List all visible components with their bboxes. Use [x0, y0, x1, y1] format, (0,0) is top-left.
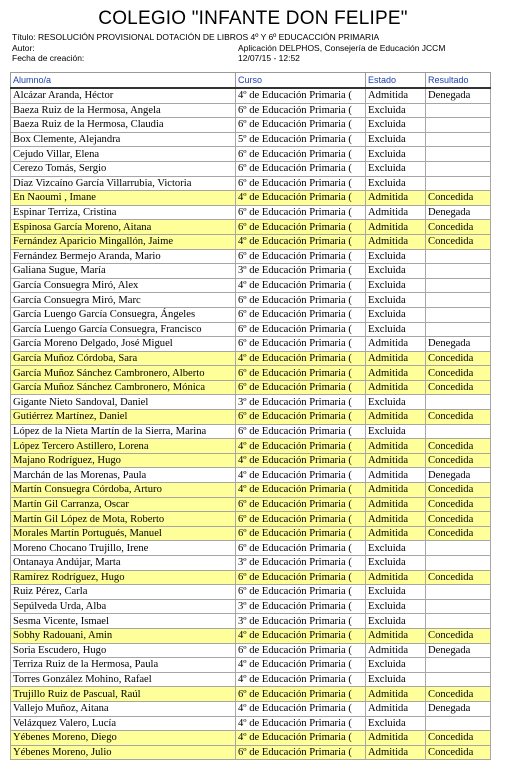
cell-resultado: [426, 322, 491, 337]
table-row: [11, 220, 491, 235]
cell-curso: 4º de Educación Primaria (: [236, 468, 366, 483]
cell-alumno: Soria Escudero, Hugo: [11, 643, 236, 658]
cell-alumno: Gigante Nieto Sandoval, Daniel: [11, 395, 236, 410]
cell-curso: 3º de Educación Primaria (: [236, 614, 366, 629]
table-row: [11, 293, 491, 308]
cell-curso: 5º de Educación Primaria (: [236, 132, 366, 147]
cell-estado: Excluida: [366, 658, 426, 673]
cell-curso: 6º de Educación Primaria (: [236, 410, 366, 425]
cell-estado: Admitida: [366, 191, 426, 206]
cell-resultado: Concedida: [426, 570, 491, 585]
cell-curso: 6º de Educación Primaria (: [236, 526, 366, 541]
cell-curso: 6º de Educación Primaria (: [236, 249, 366, 264]
cell-resultado: Denegada: [426, 337, 491, 352]
cell-estado: Admitida: [366, 220, 426, 235]
cell-estado: Excluida: [366, 118, 426, 133]
cell-alumno: Velázquez Valero, Lucía: [11, 716, 236, 731]
cell-resultado: Concedida: [426, 483, 491, 498]
meta-fecha-value: 12/07/15 - 12:52: [238, 53, 300, 63]
cell-resultado: [426, 161, 491, 176]
cell-curso: 4º de Educación Primaria (: [236, 234, 366, 249]
cell-estado: Admitida: [366, 483, 426, 498]
cell-alumno: Baeza Ruiz de la Hermosa, Angela: [11, 103, 236, 118]
cell-estado: Excluida: [366, 395, 426, 410]
cell-alumno: Vallejo Muñoz, Aitana: [11, 701, 236, 716]
cell-estado: Excluida: [366, 161, 426, 176]
table-row: [11, 672, 491, 687]
cell-curso: 6º de Educación Primaria (: [236, 103, 366, 118]
cell-alumno: López Tercero Astillero, Lorena: [11, 439, 236, 454]
cell-estado: Admitida: [366, 745, 426, 760]
cell-resultado: [426, 103, 491, 118]
cell-curso: 4º de Educación Primaria (: [236, 628, 366, 643]
cell-curso: 6º de Educación Primaria (: [236, 541, 366, 556]
cell-alumno: García Muñoz Sánchez Cambronero, Alberto: [11, 366, 236, 381]
cell-estado: Admitida: [366, 701, 426, 716]
meta-autor-label: Autor:: [12, 43, 35, 53]
results-table: [10, 72, 491, 760]
table-header-row: [11, 73, 491, 89]
cell-estado: Admitida: [366, 526, 426, 541]
cell-estado: Admitida: [366, 687, 426, 702]
cell-curso: 6º de Educación Primaria (: [236, 687, 366, 702]
table-row: [11, 395, 491, 410]
cell-alumno: Marchán de las Morenas, Paula: [11, 468, 236, 483]
header-alumno: Alumno/a: [11, 73, 236, 89]
table-row: [11, 628, 491, 643]
table-row: [11, 351, 491, 366]
cell-estado: Excluida: [366, 249, 426, 264]
cell-alumno: Cejudo Villar, Elena: [11, 147, 236, 162]
cell-alumno: García Moreno Delgado, José Miguel: [11, 337, 236, 352]
cell-resultado: Concedida: [426, 628, 491, 643]
cell-resultado: [426, 599, 491, 614]
cell-resultado: Concedida: [426, 220, 491, 235]
cell-resultado: Denegada: [426, 468, 491, 483]
table-row: [11, 716, 491, 731]
table-row: [11, 745, 491, 760]
cell-curso: 6º de Educación Primaria (: [236, 161, 366, 176]
cell-curso: 4º de Educación Primaria (: [236, 88, 366, 103]
cell-alumno: Baeza Ruiz de la Hermosa, Claudia: [11, 118, 236, 133]
cell-curso: 6º de Educación Primaria (: [236, 205, 366, 220]
cell-resultado: [426, 264, 491, 279]
cell-estado: Admitida: [366, 351, 426, 366]
table-row: [11, 249, 491, 264]
cell-curso: 6º de Educación Primaria (: [236, 307, 366, 322]
cell-estado: Admitida: [366, 234, 426, 249]
cell-resultado: Denegada: [426, 205, 491, 220]
cell-alumno: García Muñoz Sánchez Cambronero, Mónica: [11, 380, 236, 395]
cell-alumno: Terriza Ruiz de la Hermosa, Paula: [11, 658, 236, 673]
cell-alumno: Alcázar Aranda, Héctor: [11, 88, 236, 103]
table-row: [11, 103, 491, 118]
cell-estado: Excluida: [366, 556, 426, 571]
cell-curso: 6º de Educación Primaria (: [236, 643, 366, 658]
cell-estado: Admitida: [366, 570, 426, 585]
table-row: [11, 161, 491, 176]
cell-curso: 6º de Educación Primaria (: [236, 585, 366, 600]
table-row: [11, 118, 491, 133]
table-row: [11, 468, 491, 483]
cell-resultado: Concedida: [426, 453, 491, 468]
cell-resultado: [426, 716, 491, 731]
cell-estado: Admitida: [366, 366, 426, 381]
cell-estado: Excluida: [366, 264, 426, 279]
cell-alumno: Díaz Vizcaíno García Villarrubia, Victoria: [11, 176, 236, 191]
cell-alumno: Torres González Mohino, Rafael: [11, 672, 236, 687]
cell-estado: Admitida: [366, 453, 426, 468]
cell-estado: Excluida: [366, 307, 426, 322]
table-row: [11, 322, 491, 337]
cell-estado: Admitida: [366, 410, 426, 425]
cell-estado: Excluida: [366, 716, 426, 731]
header-curso: Curso: [236, 73, 366, 89]
cell-resultado: Denegada: [426, 88, 491, 103]
cell-resultado: Concedida: [426, 351, 491, 366]
table-row: [11, 541, 491, 556]
table-row: [11, 570, 491, 585]
cell-curso: 3º de Educación Primaria (: [236, 264, 366, 279]
cell-alumno: Box Clemente, Alejandra: [11, 132, 236, 147]
cell-estado: Excluida: [366, 147, 426, 162]
cell-resultado: [426, 118, 491, 133]
cell-estado: Excluida: [366, 599, 426, 614]
cell-estado: Admitida: [366, 439, 426, 454]
header-resultado: Resultado: [426, 73, 491, 89]
cell-estado: Admitida: [366, 380, 426, 395]
header-estado: Estado: [366, 73, 426, 89]
cell-curso: 4º de Educación Primaria (: [236, 278, 366, 293]
table-row: [11, 687, 491, 702]
cell-resultado: Concedida: [426, 366, 491, 381]
cell-estado: Excluida: [366, 424, 426, 439]
cell-resultado: Concedida: [426, 380, 491, 395]
table-row: [11, 278, 491, 293]
cell-resultado: [426, 176, 491, 191]
cell-estado: Admitida: [366, 512, 426, 527]
cell-estado: Excluida: [366, 541, 426, 556]
cell-alumno: Moreno Chocano Trujillo, Irene: [11, 541, 236, 556]
table-row: [11, 410, 491, 425]
cell-resultado: [426, 585, 491, 600]
cell-alumno: Sepúlveda Urda, Alba: [11, 599, 236, 614]
cell-resultado: [426, 293, 491, 308]
cell-alumno: Espinosa García Moreno, Aitana: [11, 220, 236, 235]
cell-curso: 4º de Educación Primaria (: [236, 672, 366, 687]
cell-alumno: Gutiérrez Martínez, Daniel: [11, 410, 236, 425]
cell-resultado: Concedida: [426, 745, 491, 760]
cell-curso: 6º de Educación Primaria (: [236, 512, 366, 527]
cell-alumno: Martín Gil López de Mota, Roberto: [11, 512, 236, 527]
cell-alumno: Ruiz Pérez, Carla: [11, 585, 236, 600]
cell-resultado: Denegada: [426, 701, 491, 716]
table-row: [11, 337, 491, 352]
cell-curso: 3º de Educación Primaria (: [236, 556, 366, 571]
table-row: [11, 366, 491, 381]
cell-alumno: Martín Consuegra Córdoba, Arturo: [11, 483, 236, 498]
cell-alumno: Espinar Terriza, Cristina: [11, 205, 236, 220]
cell-curso: 6º de Educación Primaria (: [236, 118, 366, 133]
table-row: [11, 439, 491, 454]
cell-alumno: Ontanaya Andújar, Marta: [11, 556, 236, 571]
cell-curso: 6º de Educación Primaria (: [236, 366, 366, 381]
cell-curso: 6º de Educación Primaria (: [236, 337, 366, 352]
meta-titulo: Título: RESOLUCIÓN PROVISIONAL DOTACIÓN DE LIBROS 4º Y 6º EDUCACCIÓN PRIMARIA: [12, 32, 380, 42]
cell-estado: Excluida: [366, 278, 426, 293]
cell-alumno: Trujillo Ruiz de Pascual, Raúl: [11, 687, 236, 702]
cell-alumno: Yébenes Moreno, Diego: [11, 731, 236, 746]
cell-estado: Excluida: [366, 322, 426, 337]
table-row: [11, 658, 491, 673]
cell-estado: Excluida: [366, 176, 426, 191]
cell-alumno: Martín Gil Carranza, Oscar: [11, 497, 236, 512]
cell-alumno: Majano Rodríguez, Hugo: [11, 453, 236, 468]
table-row: [11, 307, 491, 322]
table-row: [11, 497, 491, 512]
cell-estado: Admitida: [366, 628, 426, 643]
table-row: [11, 424, 491, 439]
cell-resultado: Denegada: [426, 643, 491, 658]
cell-estado: Admitida: [366, 643, 426, 658]
cell-curso: 6º de Educación Primaria (: [236, 176, 366, 191]
cell-resultado: Concedida: [426, 687, 491, 702]
cell-estado: Excluida: [366, 672, 426, 687]
cell-estado: Excluida: [366, 614, 426, 629]
table-row: [11, 614, 491, 629]
cell-alumno: Sobhy Radouani, Amin: [11, 628, 236, 643]
cell-curso: 4º de Educación Primaria (: [236, 439, 366, 454]
cell-curso: 6º de Educación Primaria (: [236, 147, 366, 162]
cell-resultado: Concedida: [426, 191, 491, 206]
cell-alumno: García Consuegra Miró, Marc: [11, 293, 236, 308]
table-row: [11, 599, 491, 614]
cell-curso: 4º de Educación Primaria (: [236, 716, 366, 731]
cell-resultado: [426, 147, 491, 162]
table-row: [11, 191, 491, 206]
cell-curso: 6º de Educación Primaria (: [236, 570, 366, 585]
table-row: [11, 132, 491, 147]
cell-curso: 6º de Educación Primaria (: [236, 380, 366, 395]
cell-resultado: [426, 395, 491, 410]
cell-alumno: García Luengo García Consuegra, Francisco: [11, 322, 236, 337]
cell-resultado: [426, 541, 491, 556]
cell-curso: 4º de Educación Primaria (: [236, 701, 366, 716]
cell-alumno: López de la Nieta Martín de la Sierra, Marina: [11, 424, 236, 439]
cell-estado: Admitida: [366, 205, 426, 220]
cell-alumno: Galiana Sugue, María: [11, 264, 236, 279]
cell-estado: Admitida: [366, 88, 426, 103]
cell-alumno: Yébenes Moreno, Julio: [11, 745, 236, 760]
cell-alumno: Ramírez Rodríguez, Hugo: [11, 570, 236, 585]
cell-alumno: Sesma Vicente, Ismael: [11, 614, 236, 629]
cell-estado: Excluida: [366, 585, 426, 600]
cell-curso: 4º de Educación Primaria (: [236, 658, 366, 673]
page-title: COLEGIO "INFANTE DON FELIPE": [98, 8, 408, 29]
cell-curso: 3º de Educación Primaria (: [236, 395, 366, 410]
cell-curso: 6º de Educación Primaria (: [236, 220, 366, 235]
cell-resultado: [426, 278, 491, 293]
table-row: [11, 176, 491, 191]
cell-estado: Admitida: [366, 497, 426, 512]
table-row: [11, 556, 491, 571]
cell-resultado: [426, 658, 491, 673]
cell-alumno: En Naoumi , Imane: [11, 191, 236, 206]
table-body: [11, 88, 491, 760]
cell-resultado: Concedida: [426, 512, 491, 527]
table-row: [11, 643, 491, 658]
cell-curso: 4º de Educación Primaria (: [236, 351, 366, 366]
cell-resultado: [426, 614, 491, 629]
table-row: [11, 380, 491, 395]
cell-curso: 4º de Educación Primaria (: [236, 453, 366, 468]
cell-resultado: [426, 307, 491, 322]
cell-curso: 4º de Educación Primaria (: [236, 483, 366, 498]
table-row: [11, 264, 491, 279]
cell-curso: 6º de Educación Primaria (: [236, 322, 366, 337]
cell-resultado: [426, 424, 491, 439]
table-row: [11, 88, 491, 103]
cell-estado: Admitida: [366, 468, 426, 483]
cell-estado: Excluida: [366, 103, 426, 118]
cell-alumno: Morales Martín Portugués, Manuel: [11, 526, 236, 541]
cell-curso: 6º de Educación Primaria (: [236, 293, 366, 308]
cell-alumno: García Consuegra Miró, Alex: [11, 278, 236, 293]
table-row: [11, 234, 491, 249]
meta-fecha-label: Fecha de creación:: [12, 53, 85, 63]
cell-alumno: García Luengo García Consuegra, Ángeles: [11, 307, 236, 322]
meta-autor-value: Aplicación DELPHOS, Consejería de Educación JCCM: [238, 43, 446, 53]
cell-resultado: Concedida: [426, 731, 491, 746]
cell-curso: 4º de Educación Primaria (: [236, 731, 366, 746]
table-row: [11, 585, 491, 600]
cell-alumno: Fernández Bermejo Aranda, Mario: [11, 249, 236, 264]
table-row: [11, 483, 491, 498]
cell-estado: Excluida: [366, 293, 426, 308]
cell-resultado: [426, 132, 491, 147]
table-row: [11, 512, 491, 527]
table-row: [11, 205, 491, 220]
cell-resultado: Concedida: [426, 439, 491, 454]
table-row: [11, 701, 491, 716]
cell-resultado: Concedida: [426, 497, 491, 512]
cell-resultado: [426, 249, 491, 264]
cell-resultado: [426, 672, 491, 687]
table-row: [11, 453, 491, 468]
table-row: [11, 526, 491, 541]
cell-resultado: [426, 556, 491, 571]
cell-alumno: García Muñoz Córdoba, Sara: [11, 351, 236, 366]
cell-curso: 6º de Educación Primaria (: [236, 497, 366, 512]
cell-curso: 6º de Educación Primaria (: [236, 424, 366, 439]
cell-curso: 4º de Educación Primaria (: [236, 191, 366, 206]
cell-alumno: Fernández Aparicio Mingallón, Jaime: [11, 234, 236, 249]
cell-curso: 6º de Educación Primaria (: [236, 745, 366, 760]
cell-resultado: Concedida: [426, 410, 491, 425]
table-row: [11, 731, 491, 746]
cell-resultado: Concedida: [426, 234, 491, 249]
cell-curso: 3º de Educación Primaria (: [236, 599, 366, 614]
cell-estado: Admitida: [366, 337, 426, 352]
cell-estado: Excluida: [366, 132, 426, 147]
cell-resultado: Concedida: [426, 526, 491, 541]
cell-estado: Admitida: [366, 731, 426, 746]
cell-alumno: Cerezo Tomás, Sergio: [11, 161, 236, 176]
table-row: [11, 147, 491, 162]
